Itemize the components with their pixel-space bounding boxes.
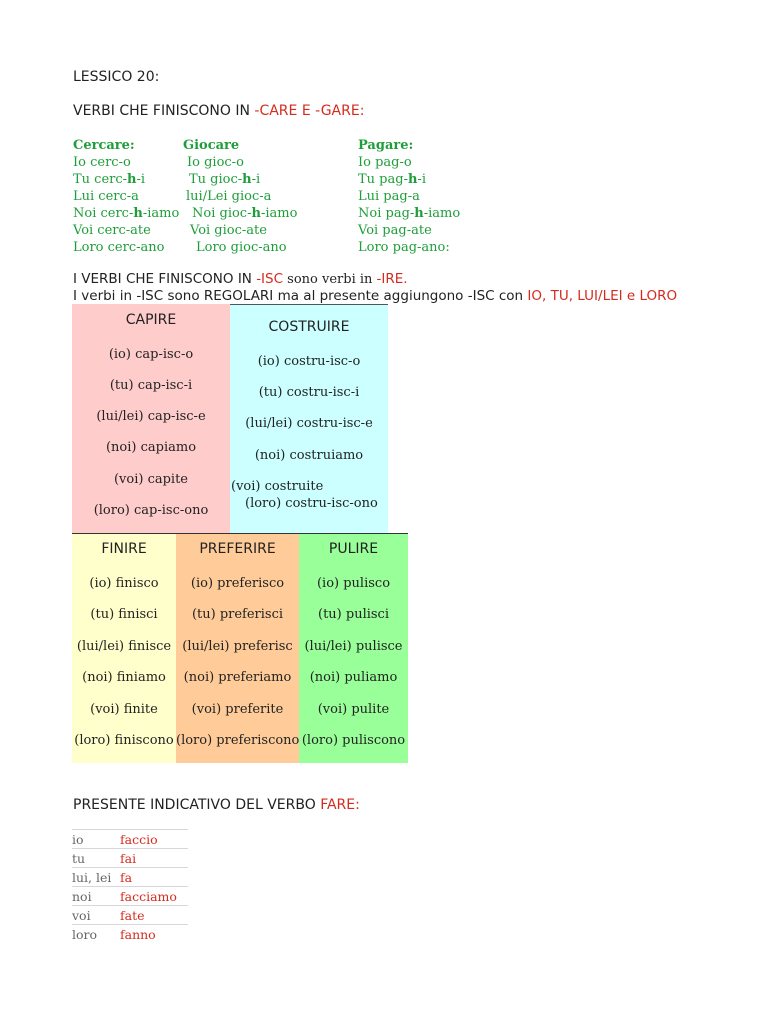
table-row: tu fai — [72, 848, 188, 867]
capire-form: (loro) cap-isc-ono — [93, 503, 209, 518]
capire-form: (voi) capite — [113, 472, 189, 487]
pulire-form: (io) pulisco — [316, 576, 391, 591]
finire-form: (loro) finiscono — [74, 733, 174, 748]
table-row: loro fanno — [72, 924, 188, 943]
finire-form: (tu) finisci — [90, 607, 158, 622]
conj-row: Tu cerc-h-i — [73, 172, 146, 187]
conj-row: Loro pag-ano: — [358, 240, 450, 255]
care-gare-title-prefix: VERBI CHE FINISCONO IN — [73, 103, 255, 119]
verb-column-giocare — [183, 137, 297, 256]
conj-row: Loro cerc-ano — [73, 240, 165, 255]
pulire-form: (voi) pulite — [317, 702, 390, 717]
costruire-title: COSTRUIRE — [268, 319, 350, 335]
costruire-form: (lui/lei) costru-isc-e — [245, 416, 373, 431]
pulire-form: (lui/lei) pulisce — [304, 639, 403, 654]
conj-row: Voi pag-ate — [358, 223, 432, 238]
table-row: noi facciamo — [72, 886, 188, 905]
capire-form: (lui/lei) cap-isc-e — [96, 409, 206, 424]
conj-row: Tu pag-h-i — [358, 172, 426, 187]
capire-form: (io) cap-isc-o — [108, 347, 194, 362]
finire-form: (voi) finite — [90, 702, 158, 717]
finire-title: FINIRE — [101, 541, 147, 557]
verb-column-pagare — [358, 137, 460, 256]
preferire-form: (tu) preferisci — [191, 607, 284, 622]
preferire-form: (loro) preferiscono — [176, 733, 300, 748]
preferire-form: (io) preferisco — [190, 576, 285, 591]
verb-column-cercare — [73, 137, 179, 256]
conj-row: Io gioc-o — [187, 155, 244, 170]
capire-form: (noi) capiamo — [105, 440, 197, 455]
finire-form: (lui/lei) finisce — [76, 639, 172, 654]
finire-form: (io) finisco — [89, 576, 159, 591]
care-gare-title — [73, 103, 364, 119]
table-row: lui, lei fa — [72, 867, 188, 886]
conj-row: Io pag-o — [358, 155, 412, 170]
preferire-form: (noi) preferiamo — [183, 670, 292, 685]
conj-row: Noi gioc-h-iamo — [192, 206, 298, 221]
preferire-form: (lui/lei) preferisc — [182, 639, 293, 654]
conj-row: Loro gioc-ano — [196, 240, 287, 255]
verb-header: Pagare: — [358, 138, 414, 153]
capire-title: CAPIRE — [125, 312, 177, 328]
care-gare-title-suffix: -CARE E -GARE: — [254, 103, 365, 119]
verb-header: Giocare — [183, 138, 240, 153]
conj-row: Voi cerc-ate — [73, 223, 151, 238]
costruire-form: (voi) costruite — [231, 479, 324, 494]
conj-row: Lui pag-a — [358, 189, 420, 204]
conj-row: Tu gioc-h-i — [189, 172, 261, 187]
table-row: io faccio — [72, 829, 188, 848]
table-row: voi fate — [72, 905, 188, 924]
costruire-form: (noi) costruiamo — [254, 448, 364, 463]
verb-header: Cercare: — [73, 138, 135, 153]
pulire-title: PULIRE — [328, 541, 379, 557]
conj-row: Io cerc-o — [73, 155, 131, 170]
conj-row: lui/Lei gioc-a — [186, 189, 272, 204]
isc-line-2: I verbi in -ISC sono REGOLARI ma al presente aggiungono -ISC con IO, TU, LUI/LEI e LORO — [73, 288, 678, 304]
fare-title: PRESENTE INDICATIVO DEL VERBO FARE: — [73, 797, 360, 813]
conj-row: Voi gioc-ate — [190, 223, 267, 238]
pulire-form: (noi) puliamo — [309, 670, 398, 685]
lesson-heading: LESSICO 20: — [73, 69, 160, 85]
preferire-title: PREFERIRE — [199, 541, 276, 557]
costruire-form: (io) costru-isc-o — [257, 354, 361, 369]
divider — [230, 304, 388, 305]
pulire-form: (loro) puliscono — [301, 733, 406, 748]
conj-row: Noi pag-h-iamo — [358, 206, 461, 221]
capire-form: (tu) cap-isc-i — [109, 378, 193, 393]
fare-table — [72, 829, 188, 943]
pulire-form: (tu) pulisci — [318, 607, 389, 622]
conj-row: Lui cerc-a — [73, 189, 139, 204]
conj-row: Noi cerc-h-iamo — [73, 206, 180, 221]
finire-form: (noi) finiamo — [82, 670, 166, 685]
costruire-form: (tu) costru-isc-i — [258, 385, 360, 400]
preferire-form: (voi) preferite — [191, 702, 284, 717]
costruire-form: (loro) costru-isc-ono — [245, 496, 378, 511]
isc-line-1: I VERBI CHE FINISCONO IN -ISC sono verbi in -IRE. — [73, 271, 408, 287]
